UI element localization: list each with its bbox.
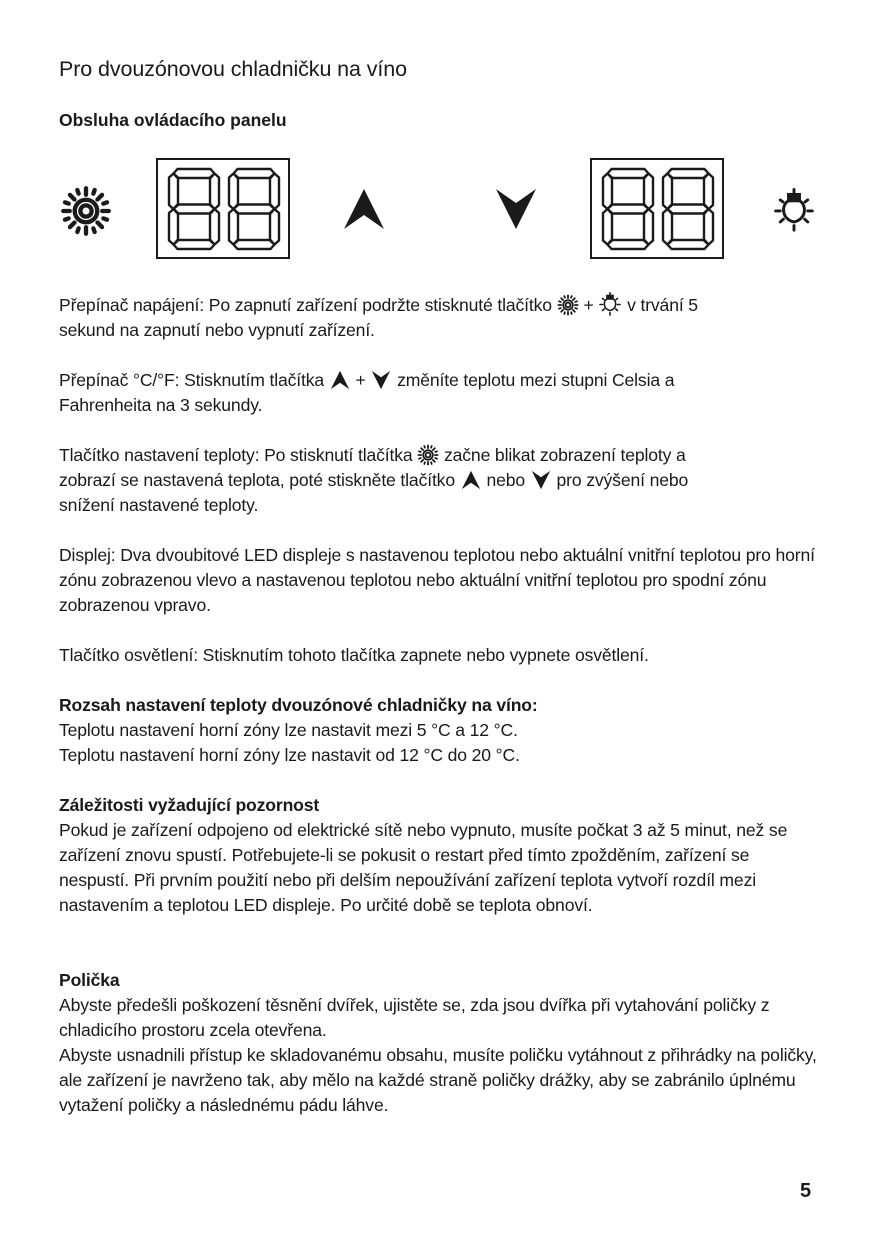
temperature-sun-icon[interactable] (60, 185, 112, 237)
light-paragraph: Tlačítko osvětlení: Stisknutím tohoto tlačítka zapnete nebo vypnete osvětlení. (59, 645, 649, 665)
temperature-sun-icon (417, 444, 439, 466)
section-subtitle: Obsluha ovládacího panelu (59, 110, 287, 130)
temp-text-2: začne blikat zobrazení teploty a (444, 445, 686, 465)
temp-text-1: Tlačítko nastavení teploty: Po stisknutí tlačítka (59, 445, 413, 465)
shelf-text-1: Abyste předešli poškození těsnění dvířek, ujistěte se, zda jsou dvířka při vytahování poličky z chladicího prostoru zcela otevřena. (59, 995, 770, 1040)
unit-text-2: změníte teplotu mezi stupni Celsia a (397, 370, 675, 390)
down-arrow-icon[interactable] (492, 185, 540, 233)
temp-text-or: nebo (486, 470, 526, 490)
power-text-1: Přepínač napájení: Po zapnutí zařízení podržte stisknuté tlačítko (59, 295, 552, 315)
range-section (59, 693, 819, 768)
down-arrow-icon (370, 369, 392, 391)
range-line-1: Teplotu nastavení horní zóny lze nastavit mezi 5 °C a 12 °C. (59, 720, 518, 740)
down-arrow-icon (530, 469, 552, 491)
range-line-2: Teplotu nastavení horní zóny lze nastavit od 12 °C do 20 °C. (59, 745, 520, 765)
light-bulb-icon (598, 292, 622, 316)
display-paragraph: Displej: Dva dvoubitové LED displeje s nastavenou teplotou nebo aktuální vnitřní teplotou pro horní zónu zobrazenou vlevo a nastavenou teplotou nebo aktuální vnitřní teplotou pro spodní zónu zobrazenou vpravo. (59, 545, 815, 615)
attention-heading: Záležitosti vyžadující pozornost (59, 795, 320, 815)
power-switch-paragraph (59, 292, 819, 343)
page-title: Pro dvouzónovou chladničku na víno (59, 57, 408, 81)
temp-setting-paragraph (59, 443, 819, 518)
up-arrow-icon (329, 369, 351, 391)
right-led-display (590, 158, 724, 259)
shelf-section (59, 968, 819, 1118)
attention-section (59, 793, 819, 918)
temp-text-5: snížení nastavené teploty. (59, 495, 259, 515)
left-led-display (156, 158, 290, 259)
shelf-text-2: Abyste usnadnili přístup ke skladovanému obsahu, musíte poličku vytáhnout z přihrádky na poličky, ale zařízení je navrženo tak, aby mělo na každé straně poličky drážky, aby se zabránilo úplnému vytažení poličky a následnému pádu láhve. (59, 1045, 817, 1115)
temp-text-4: pro zvýšení nebo (556, 470, 689, 490)
range-heading: Rozsah nastavení teploty dvouzónové chladničky na víno: (59, 695, 538, 715)
up-arrow-icon[interactable] (340, 185, 388, 233)
temperature-sun-icon (557, 294, 579, 316)
attention-text: Pokud je zařízení odpojeno od elektrické sítě nebo vypnuto, musíte počkat 3 až 5 minut, než se zařízení znovu spustí. Potřebujete-li se pokusit o restart před tímto zpožděním, zařízení se nespustí. Při prvním použití nebo při delším nepoužívání zařízení teplota vytvoří rozdíl mezi nastavením a teplotou LED displeje. Po určité době se teplota obnoví. (59, 820, 788, 915)
control-panel (0, 155, 874, 265)
temp-text-3: zobrazí se nastavená teplota, poté stiskněte tlačítko (59, 470, 455, 490)
light-bulb-icon[interactable] (772, 187, 816, 233)
unit-text-3: Fahrenheita na 3 sekundy. (59, 395, 263, 415)
page-number: 5 (800, 1180, 812, 1202)
plus-sign: + (583, 295, 594, 315)
unit-text-1: Přepínač °C/°F: Stisknutím tlačítka (59, 370, 324, 390)
up-arrow-icon (460, 469, 482, 491)
shelf-heading: Polička (59, 970, 120, 990)
power-text-3: sekund na zapnutí nebo vypnutí zařízení. (59, 320, 375, 340)
plus-sign: + (355, 370, 366, 390)
power-text-2: v trvání 5 (627, 295, 698, 315)
unit-switch-paragraph (59, 368, 819, 418)
